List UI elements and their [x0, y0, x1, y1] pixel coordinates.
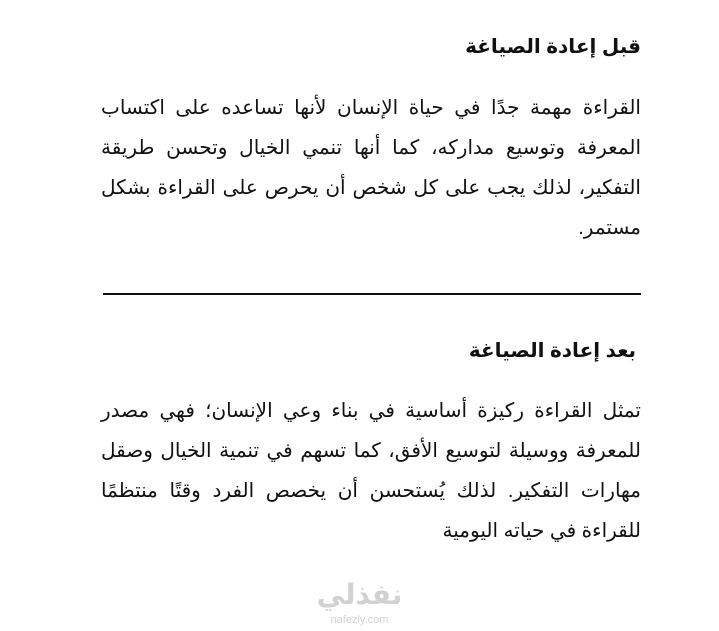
watermark-logo: نفذلي	[316, 579, 403, 610]
after-rephrasing-section	[101, 339, 641, 551]
after-heading: بعد إعادة الصياغة	[468, 340, 636, 362]
before-rephrasing-section	[101, 35, 641, 248]
after-paragraph: تمثل القراءة ركيزة أساسية في بناء وعي الإنسان؛ فهي مصدر للمعرفة ووسيلة لتوسيع الأفق، كما تسهم في تنمية الخيال وصقل مهارات التفكير. لذلك يُستحسن أن يخصص الفرد وقتًا منتظمًا للقراءة في حياته اليومية	[101, 400, 641, 542]
before-paragraph: القراءة مهمة جدًا في حياة الإنسان لأنها تساعده على اكتساب المعرفة وتوسيع مداركه، كما أنها تنمي الخيال وتحسن طريقة التفكير، لذلك يجب على كل شخص أن يحرص على القراءة بشكل مستمر.	[101, 97, 641, 239]
watermark-url: nafezly.com	[330, 614, 389, 626]
section-divider	[103, 293, 641, 295]
before-heading: قبل إعادة الصياغة	[465, 36, 641, 58]
